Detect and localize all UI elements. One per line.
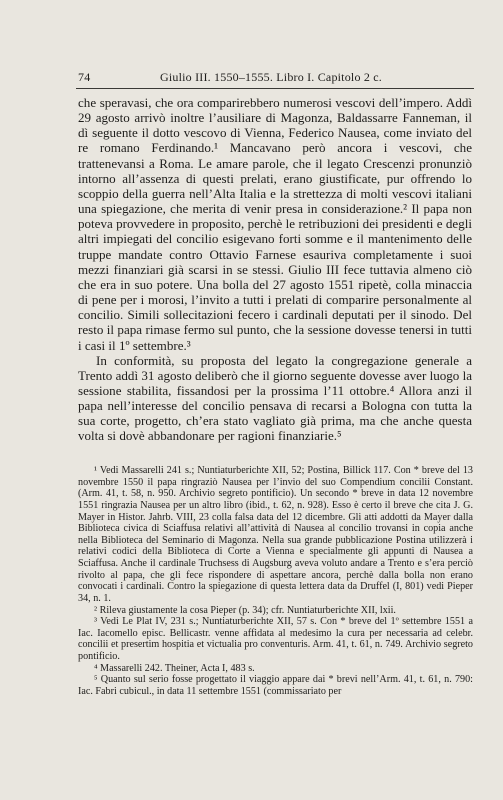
footnote-2: ² Rileva giustamente la cosa Pieper (p. 34); cfr. Nuntiaturberichte XII, lxii. — [94, 604, 396, 616]
page-number: 74 — [78, 70, 91, 84]
footnote-5: ⁵ Quanto sul serio fosse progettato il viaggio appare dai * brevi nell’Arm. 41, t. 61, n. 790: Iac. Fabri cubicul., in data 11 settembre 1551 (commissariato per — [78, 674, 473, 697]
body-paragraph-2: In conformità, su proposta del legato la congregazione generale a Trento addì 31 agosto deliberò che il giorno seguente dovesse aver luogo la sessione stabilita, fissandosi per la prossima l’11 ottobre.⁴ Allora anzi il papa nell’interesse del concilio pensava di recarsi a Bologna con tutta la sua corte, progetto, ch’era stato vagliato già prima, ma che anche questa volta si dovè abbandonare per ragioni finanziarie.⁵ — [78, 352, 472, 444]
main-text — [78, 95, 472, 444]
footnote-3: ³ Vedi Le Plat IV, 231 s.; Nuntiaturberichte XII, 57 s. Con * breve del 1º settembre 1551 a Iac. Iacomello episc. Bellicastr. venne affidata al medesimo la cura per necessaria ad celebr. concilii et presertim hospitia et victualia pro conventuris. Arm. 41, t. 61, n. 749. Archivio segreto pontificio. — [78, 616, 473, 662]
footnote-4: ⁴ Massarelli 242. Theiner, Acta I, 483 s. — [94, 662, 255, 674]
body-paragraph-1: che speravasi, che ora comparirebbero numerosi vescovi dell’impero. Addì 29 agosto arrivò inoltre l’ausiliare di Magonza, Baldassarre Fanneman, il dì seguente il dotto vescovo di Vienna, Federico Nausea, come inviato del re romano Ferdinando.¹ Mancavano però ancora i vescovi, che trattenevansi a Roma. Le amare parole, che il legato Crescenzi pronunziò intorno all’assenza di questi prelati, erano giustificate, pur offrendo lo scoppio della guerra nell’Alta Italia e la strettezza di molti vescovi italiani una spiegazione, che merita di venir presa in considerazione.² Il papa non poteva provvedere in proposito, perchè le retribuzioni dei presidenti e degli altri impiegati del concilio esigevano forti somme e il mantenimento delle truppe mandate contro Ottavio Farnese esauriva completamente i suoi mezzi finanziari già scarsi in se stessi. Giulio III fece tuttavia almeno ciò che era in suo potere. Una bolla del 27 agosto 1551 ripetè, colla minaccia di pene per i morosi, l’invito a tutti i prelati di comparire personalmente al concilio. Simili sollecitazioni fecero i cardinali deputati per il sinodo. Del resto il papa rimase fermo sul punto, che la sessione dovesse tenersi in tutti i casi il 1º settembre.³ — [78, 95, 472, 353]
footnote-1: ¹ Vedi Massarelli 241 s.; Nuntiaturberichte XII, 52; Postina, Billick 117. Con * breve del 13 novembre 1550 il papa ringraziò Nausea per l’invio del suo Compendium concilii Constant. (Arm. 41, t. 58, n. 950. Archivio segreto pontificio). Un secondo * breve in data 12 novembre 1551 ringrazia Nausea per un altro libro (ibid., t. 62, n. 928). Esso è certo il breve che cita J. G. Mayer in Histor. Jahrb. VIII, 23 colla falsa data del 12 dicembre. Gli atti addotti da Mayer dalla Biblioteca civica di Sciaffusa relativi all’attività di Nausea al concilio trovansi in copia anche nella Biblioteca del Seminario di Magonza. Nella sua grande pubblicazione Postina utilizzerà i relativi codici della Biblioteca di Corte a Vienna e specialmente gli appunti di Nausea a Sciaffusa. Anche il cardinale Truchsess di Augsburg aveva voluto andare a Trento e s’era perciò rivolto al papa, che gli fece rispondere di aspettare ancora, perchè dalla bolla non erano convocati i cardinali. Contro la spiegazione di questa lettera data da Druffel (I, 801) vedi Pieper 34, n. 1. — [78, 465, 473, 604]
footnotes — [78, 465, 473, 698]
running-title: Giulio III. 1550–1555. Libro I. Capitolo 2 c. — [160, 70, 382, 84]
header-rule — [76, 88, 474, 89]
